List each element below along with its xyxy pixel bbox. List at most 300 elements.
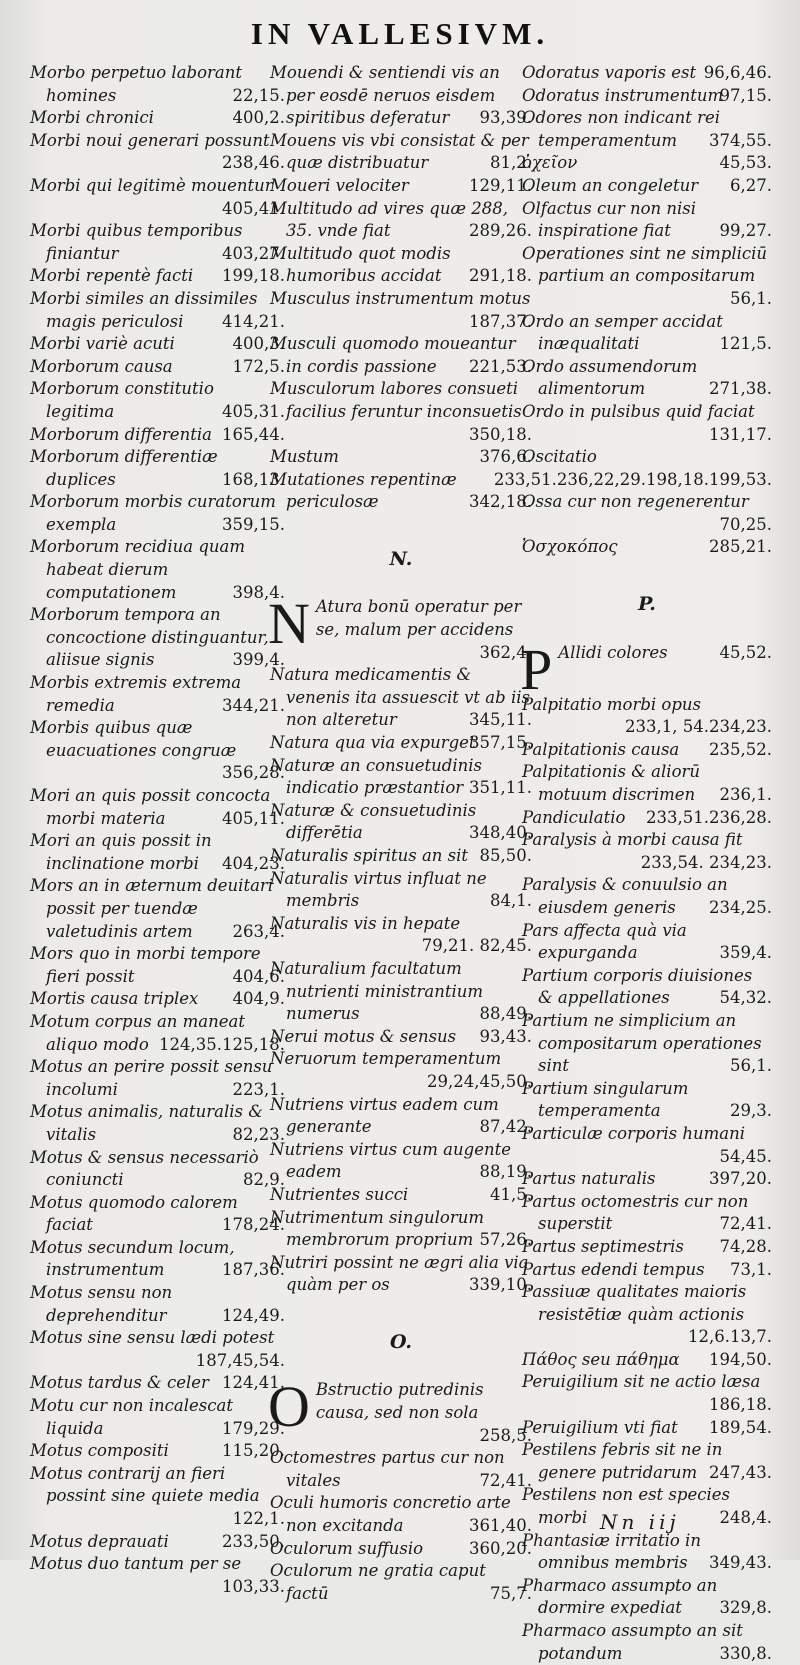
index-entry [30,265,285,288]
index-entry [270,913,532,958]
entry-ref: 359,15. [222,514,285,534]
index-entry [270,845,532,868]
entry-text: Oleum an congeletur [522,175,699,195]
entry-ref: 45,52. [719,642,772,662]
index-entry [30,943,285,988]
entry-text: Palpitationis causa [522,739,680,759]
index-entry [30,604,285,672]
entry-ref: 403,27. [222,243,285,263]
entry-text: Partus septimestris [522,1236,684,1256]
entry-ref: 70,25. [719,514,772,534]
index-entry [522,1123,772,1168]
entry-ref: 342,18. [469,492,532,512]
first-entry-o [268,1374,532,1447]
index-entry [270,800,532,845]
index-entry [270,868,532,913]
index-entry [270,1447,532,1492]
entry-text: Musculi quomodo moueantur in cordis passione [270,334,516,376]
entry-ref: 87,42. [479,1117,532,1137]
entry-text: Natura qua via expurget [270,733,476,753]
entry-text: Ordo assumendorum alimentorum [522,356,698,399]
index-entry [522,694,772,739]
entry-ref: 168,13. [222,469,285,489]
index-entry [522,1281,772,1349]
index-entry [522,1530,772,1575]
entry-ref: 187,45,54. [195,1350,285,1370]
entry-ref: 349,43. [709,1553,772,1573]
entry-text: Motum corpus an maneat aliquo modo [30,1011,245,1054]
index-entry [30,672,285,717]
entry-ref: 57,26. [479,1230,532,1250]
entry-text: Mutationes repentinæ periculosæ [270,469,457,512]
entry-ref: 404,9. [232,989,285,1009]
entry-text: Motus deprauati [30,1531,169,1551]
entry-ref: 186,18. [709,1395,772,1415]
index-entry [30,1440,285,1463]
first-entry-p [520,636,772,702]
entry-text: Oculi humoris concretio arte non excitanda [270,1493,511,1536]
index-entry [522,807,772,830]
entry-text: Motus quomodo calorem faciat [30,1192,238,1235]
entry-text: Morbo perpetuo laborant homines [30,63,243,105]
entry-text: Motus contrarij an fieri possint sine quiete media [30,1463,260,1506]
index-entry [30,1531,285,1554]
entry-ref: 404,6. [232,966,285,986]
entry-ref: 189,54. [709,1417,772,1437]
entry-ref: 236,1. [719,785,772,805]
entry-ref: 351,11. [469,778,532,798]
index-entry [30,875,285,943]
entry-ref: 88,19. [479,1162,532,1182]
index-entry [30,175,285,220]
entry-text: Naturæ & consuetudinis differētia [270,800,477,843]
entry-ref: 397,20. [709,1169,772,1189]
entry-ref: 235,52. [709,739,772,759]
index-entry [522,1575,772,1620]
entry-ref: 285,21. [709,537,772,557]
entry-text: Motus tardus & celer [30,1373,209,1393]
entry-ref: 345,11. [469,710,532,730]
entry-text: Nutrientes succi [270,1184,409,1204]
entry-ref: 115,20. [222,1441,285,1461]
entry-text: Musculorum labores consueti facilius feruntur inconsuetis [270,379,522,421]
entry-ref: 400,3. [232,334,285,354]
entry-ref: 221,53. [469,356,532,376]
index-entry [522,401,772,446]
entry-ref: 350,18. [469,424,532,444]
entry-ref: 99,27. [719,221,772,241]
entry-text: Morbi variè acuti [30,334,175,354]
entry-text: Atura bonū operatur per se, malum per accidens [315,597,522,640]
index-entry [522,874,772,919]
entry-ref: 29,24,45,50. [427,1071,532,1091]
entry-text: Pars affecta quà via expurganda [522,920,687,963]
entry-ref: 187,36. [222,1260,285,1280]
entry-ref: 82,9. [243,1170,285,1190]
index-entry [30,107,285,130]
entry-ref: 357,15. [469,733,532,753]
section-letter-o: O. [389,1330,413,1353]
entry-text: Pandiculatio [522,807,626,827]
index-entry [30,536,285,604]
entry-ref: 73,1. [730,1259,772,1279]
entry-text: Morbi qui legitimè mouentur [30,175,273,195]
entry-ref: 405,41. [222,198,285,218]
index-entry [522,152,772,175]
entry-ref: 344,21. [222,695,285,715]
entry-ref: 258,5. [479,1425,532,1445]
index-entry [30,1463,285,1531]
entry-text: Motus duo tantum per se [30,1554,242,1574]
entry-text: Pestilens non est species morbi [522,1485,730,1528]
entry-ref: 194,50. [709,1349,772,1369]
entry-text: Palpitationis & aliorū motuum discrimen [522,762,701,805]
entry-text: Passiuæ qualitates maioris resistētiæ quàm actionis [522,1282,747,1324]
index-entry [270,1026,532,1049]
index-entry [30,830,285,875]
index-entry [522,1439,772,1484]
index-entry [270,333,532,378]
index-entry [270,243,532,288]
entry-text: Naturalis virtus influat ne membris [270,868,487,911]
index-entry [522,1417,772,1440]
index-entry [522,536,772,559]
first-entry-n [268,591,532,664]
index-entry [30,1282,285,1327]
index-entry [30,1237,285,1282]
entry-ref: 84,1. [490,891,532,911]
entry-text: Ordo in pulsibus quid faciat [522,401,755,421]
index-entry [522,739,772,762]
entry-ref: 56,1. [730,288,772,308]
entry-text: Nerui motus & sensus [270,1026,457,1046]
entry-ref: 124,35.125,18. [159,1034,285,1054]
entry-text: Pharmaco assumpto an dormire expediat [522,1575,718,1618]
entry-ref: 223,1. [232,1079,285,1099]
entry-ref: 233,1, 54.234,23. [625,717,772,737]
entry-text: Musculus instrumentum motus [270,288,531,308]
entry-text: Pestilens febris sit ne in genere putridarum [522,1440,723,1482]
entry-ref: 79,21. 82,45. [421,936,532,956]
entry-ref: 330,8. [719,1643,772,1663]
index-entry [270,732,532,755]
dropcap-p: P [520,636,553,702]
entry-ref: 199,18. [222,266,285,286]
entry-text: Motus sine sensu lædi potest [30,1328,275,1348]
entry-ref: 93,39. [479,108,532,128]
entry-text: Partium singularum temperamenta [522,1078,689,1121]
index-entry [522,1010,772,1078]
entry-ref: 405,11. [222,808,285,828]
entry-text: Oculorum suffusio [270,1538,424,1558]
entry-text: Oscitatio [522,447,597,467]
entry-ref: 362,4. [479,642,532,662]
index-entry [30,424,285,447]
index-entry [270,1560,532,1605]
entry-ref: 131,17. [709,424,772,444]
entry-text: Pharmaco assumpto an sit potandum [522,1621,743,1663]
index-entry [270,1048,532,1093]
entry-ref: 234,25. [709,898,772,917]
index-entry [270,175,532,198]
entry-ref: 405,31. [222,401,285,421]
index-entry [522,965,772,1010]
index-entry [522,1259,772,1282]
entry-text: Morborum morbis curatorum exempla [30,492,276,534]
entry-ref: 248,4. [719,1508,772,1528]
entry-ref: 233,51.236,22,29.198,18.199,53. [493,469,772,489]
entry-text: Motu cur non incalescat liquida [30,1396,233,1438]
index-entry [522,1191,772,1236]
entry-ref: 6,27. [730,175,772,195]
index-entry [270,1252,532,1297]
index-entry [30,356,285,379]
entry-text: Nutriens virtus eadem cum generante [270,1094,499,1137]
entry-text: Palpitatio morbi opus [522,694,702,714]
page-header: IN VALLESIVM. [250,16,550,51]
entry-text: Nutriri possint ne ægri alia via quàm per os [270,1252,529,1295]
index-entry [522,85,772,108]
index-entry [522,107,772,152]
index-entry [270,130,532,175]
index-entry [30,1372,285,1395]
index-entry [30,1395,285,1440]
index-entry [522,761,772,806]
entry-ref: 233,50. [222,1531,285,1551]
index-entry [30,446,285,491]
entry-text: Motus & sensus necessariò coniuncti [30,1147,259,1190]
index-entry [522,62,772,85]
entry-ref: 398,4. [232,582,285,602]
index-entry [522,491,772,536]
entry-ref: 289,26. [469,221,532,241]
entry-ref: 121,5. [719,334,772,354]
entry-text: Ossa cur non regenerentur [522,492,749,512]
entry-text: Odoratus instrumentum [522,85,724,105]
section-letter-n: N. [389,547,413,570]
entry-text: Motus secundum locum, instrumentum [30,1237,235,1280]
entry-ref: 179,29. [222,1418,285,1438]
entry-ref: 238,46. [222,153,285,173]
entry-text: Oculorum ne gratia caput factū [270,1561,486,1603]
entry-ref: 122,1. [232,1509,285,1528]
entry-text: Naturalium facultatum nutrienti ministrantium numerus [270,958,484,1024]
section-letter-p: P. [638,593,656,616]
index-entry [270,62,532,130]
index-entry [30,1327,285,1372]
entry-ref: 96,6,46. [703,63,772,82]
entry-ref: 72,41. [719,1214,772,1234]
entry-text: Naturalis vis in hepate [270,913,461,933]
entry-text: Morbi quibus temporibus finiantur [30,221,243,263]
entry-text: Partus octomestris cur non superstit [522,1191,749,1234]
entry-text: Morbi repentè facti [30,266,194,286]
entry-text: Multitudo ad vires quæ 288, 35. vnde fiat [270,198,508,241]
entry-text: Peruigilium sit ne actio læsa [522,1372,761,1392]
index-entry [522,1168,772,1191]
entry-ref: 356,28. [222,763,285,783]
entry-text: Naturæ an consuetudinis indicatio præstantior [270,755,483,798]
entry-text: Morbi chronici [30,108,154,128]
entry-ref: 291,18. [469,266,532,286]
entry-text: Odores non indicant rei temperamentum [522,108,721,150]
index-entry [522,829,772,874]
entry-ref: 399,4. [232,650,285,670]
entry-ref: 400,2. [232,108,285,128]
entry-text: Mori an quis possit in inclinatione morbi [30,831,212,873]
index-entry [522,198,772,243]
index-entry [270,469,532,514]
entry-ref: 360,20. [469,1538,532,1558]
index-entry [270,288,532,333]
index-entry [270,446,532,469]
entry-ref: 348,40. [469,823,532,843]
entry-text: Naturalis spiritus an sit [270,846,469,865]
entry-text: Mouens vis vbi consistat & per quæ distribuatur [270,130,529,173]
entry-text: Morborum differentia [30,424,212,444]
entry-text: Morborum recidiua quam habeat dierum computationem [30,537,246,602]
entry-ref: 247,43. [709,1462,772,1482]
entry-ref: 414,21. [222,311,285,331]
entry-text: Multitudo quot modis humoribus accidat [270,243,451,286]
index-entry [30,288,285,333]
entry-ref: 56,1. [730,1056,772,1076]
index-column-2 [270,62,532,1605]
entry-text: Olfactus cur non nisi inspiratione fiat [522,198,697,241]
index-entry [30,988,285,1011]
entry-ref: 41,5. [490,1184,532,1204]
entry-ref: 263,4. [232,921,285,941]
entry-text: Πάθος seu πάθημα [522,1349,680,1369]
entry-ref: 361,40. [469,1516,532,1536]
entry-text: Morbis extremis extrema remedia [30,673,242,715]
index-entry [522,243,772,311]
entry-ref: 329,8. [719,1598,772,1618]
entry-text: Morbi noui generari possunt [30,130,270,150]
entry-text: Mortis causa triplex [30,989,199,1009]
entry-ref: 72,41. [479,1470,532,1490]
entry-text: Partium corporis diuisiones & appellationes [522,965,753,1008]
entry-text: Motus an perire possit sensu incolumi [30,1057,273,1099]
index-entry [522,1349,772,1372]
index-entry [270,755,532,800]
entry-ref: 404,23. [222,853,285,873]
entry-ref: 88,49. [479,1004,532,1024]
entry-text: Octomestres partus cur non vitales [270,1448,505,1490]
entry-ref: 359,4. [719,943,772,963]
index-entry [30,491,285,536]
index-entry [522,175,772,198]
entry-ref: 82,23. [232,1124,285,1144]
entry-text: ὀχεῖον [522,153,578,173]
entry-text: Peruigilium vti fiat [522,1417,678,1437]
entry-ref: 12,6.13,7. [688,1327,772,1347]
index-entry [522,1620,772,1665]
index-entry [270,1538,532,1561]
index-entry [522,1078,772,1123]
dropcap-n: N [268,591,310,657]
entry-text: Allidi colores [558,642,668,662]
index-entry [522,1371,772,1416]
index-entry [270,1184,532,1207]
entry-ref: 187,37. [469,311,532,331]
entry-text: Neruorum temperamentum [270,1049,502,1069]
entry-ref: 178,24. [222,1215,285,1235]
entry-ref: 97,15. [719,85,772,105]
index-entry [522,311,772,356]
index-entry [30,1147,285,1192]
index-entry [30,1056,285,1101]
entry-ref: 75,7. [490,1583,532,1603]
entry-ref: 376,6. [479,447,532,467]
entry-ref: 81,2. [490,153,532,173]
entry-text: Morbi similes an dissimiles magis periculosi [30,288,258,331]
index-entry [270,378,532,446]
entry-ref: 233,54. 234,23. [640,852,772,872]
index-entry [270,1207,532,1252]
entry-text: Odoratus vaporis est [522,63,697,82]
index-entry [30,62,285,107]
entry-ref: 22,15. [232,85,285,105]
index-entry [270,1492,532,1537]
entry-text: Morborum constitutio legitima [30,379,214,421]
entry-text: Moueri velociter [270,175,409,195]
index-entry [522,356,772,401]
entry-text: Phantasiæ irritatio in omnibus membris [522,1530,701,1573]
page-signature: Nn iij [600,1510,680,1534]
entry-ref: 172,5. [232,356,285,376]
entry-text: Motus sensu non deprehenditur [30,1283,173,1325]
entry-text: Paralysis à morbi causa fit [522,830,743,850]
index-entry [270,1139,532,1184]
entry-text: Morborum tempora an concoctione distinguantur, aliisue signis [30,605,269,670]
entry-text: Ὀσχοκόπος [522,537,618,557]
entry-text: Motus animalis, naturalis & vitalis [30,1102,263,1144]
entry-text: Operationes sint ne simpliciū partium an compositarum [522,243,768,286]
entry-ref: 29,3. [730,1101,772,1121]
entry-text: Nutriens virtus cum augente eadem [270,1139,511,1182]
index-entry [522,920,772,965]
entry-text: Morbis quibus quæ euacuationes congruæ [30,718,237,760]
entry-text: Partium ne simplicium an compositarum operationes sint [522,1010,762,1076]
index-entry [30,333,285,356]
entry-ref: 271,38. [709,379,772,399]
entry-text: Partus edendi tempus [522,1259,705,1279]
entry-text: Motus compositi [30,1441,169,1461]
entry-ref: 124,41. [222,1373,285,1393]
entry-text: Paralysis & conuulsio an eiusdem generis [522,875,728,917]
entry-ref: 103,33. [222,1576,285,1596]
index-entry [270,664,532,732]
index-entry [30,378,285,423]
entry-text: Bstructio putredinis causa, sed non sola [315,1380,484,1423]
entry-text: Mors an in æternum deuitari possit per tuendæ valetudinis artem [30,876,274,941]
entry-ref: 165,44. [222,424,285,444]
index-entry [270,958,532,1026]
entry-ref: 54,45. [719,1146,772,1166]
index-entry [30,130,285,175]
entry-text: Ordo an semper accidat inæqualitati [522,311,723,354]
entry-text: Mors quo in morbi tempore fieri possit [30,944,261,986]
entry-text: Nutrimentum singulorum membrorum proprium [270,1207,484,1250]
entry-text: Particulæ corporis humani [522,1123,745,1143]
entry-text: Partus naturalis [522,1169,656,1189]
index-entry [270,1094,532,1139]
entry-text: Morborum differentiæ duplices [30,447,218,489]
index-entry [30,717,285,785]
index-entry [30,1101,285,1146]
entry-text: Mori an quis possit concocta morbi materia [30,786,271,828]
